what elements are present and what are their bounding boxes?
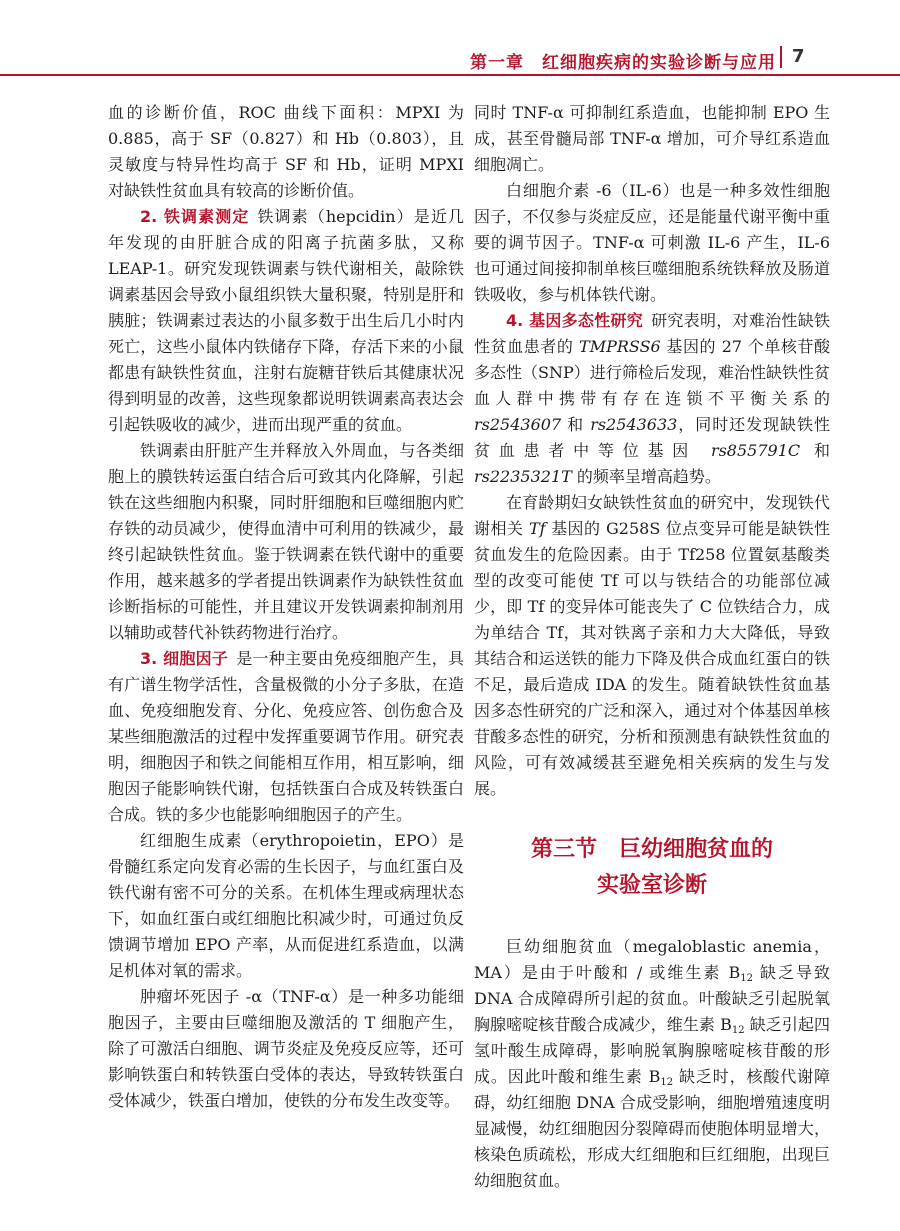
page-header xyxy=(0,40,900,76)
paragraph: 红细胞生成素（erythropoietin，EPO）是骨髓红系定向发育必需的生长因子，与血红蛋白及铁代谢有密不可分的关系。在机体生理或病理状态下，如血红蛋白或红细胞比积减少时，可通过负反馈调节增加 EPO 产率，从而促进红系造血，以满足机体对氧的需求。 xyxy=(108,831,464,980)
header-separator xyxy=(780,46,782,68)
snp-id: rs855791C xyxy=(710,441,801,460)
paragraph-tf-gene: 在育龄期妇女缺铁性贫血的研究中，发现铁代谢相关 Tf 基因的 G258S 位点变异可能是缺铁性贫血发生的危险因素。由于 Tf258 位置氨基酸类型的改变可能使 Tf 可以与铁结合的功能部位减少，即 Tf 的变异体可能丧失了 C 位铁结合力，成为单结合 Tf，其对铁离子亲和力大大降低，导致其结合和运送铁的能力下降及供合成血红蛋白的铁不足，最后造成 IDA 的发生。随着缺铁性贫血基因多态性研究的广泛和深入，通过对个体基因单核苷酸多态性的研究，分析和预测患有缺铁性贫血的风险，可有效减缓甚至避免相关疾病的发生与发展。 xyxy=(474,493,830,798)
paragraph: 血的诊断价值，ROC 曲线下面积：MPXI 为 0.885，高于 SF（0.827）和 Hb（0.803），且灵敏度与特异性均高于 SF 和 Hb，证明 MPXI 对缺铁性贫血具有较高的诊断价值。 xyxy=(108,103,464,200)
paragraph-megaloblastic: 巨幼细胞贫血（megaloblastic anemia，MA）是由于叶酸和 / 或维生素 $B_{12}$ 缺乏导致 DNA 合成障碍所引起的贫血。叶酸缺乏引起脱氧胸腺嘧啶核苷酸合成减少，维生素 $B_{12}$ 缺乏引起四氢叶酸生成障碍，影响脱氧胸腺嘧啶核苷酸的形成。因此叶酸和维生素 $B_{12}$ 缺乏时，核酸代谢障碍，幼红细胞 DNA 合成受影响，细胞增殖速度明显减慢，幼红细胞因分裂障碍而使胞体明显增大，核染色质疏松，形成大红细胞和巨红细胞，出现巨幼细胞贫血。 xyxy=(474,937,830,1190)
paragraph-cytokines xyxy=(108,646,464,828)
right-column xyxy=(474,100,830,1194)
chapter-title: 第一章 红细胞疾病的实验诊断与应用 xyxy=(470,53,776,73)
paragraph: 肿瘤坏死因子 -α（TNF-α）是一种多功能细胞因子，主要由巨噬细胞及激活的 T 细胞产生，除了可激活白细胞、调节炎症及免疫反应等，还可影响铁蛋白和转铁蛋白受体的表达，导致转铁蛋白受体减少，铁蛋白增加，使铁的分布发生改变等。 xyxy=(108,987,464,1110)
snp-id: rs2543633 xyxy=(590,415,678,434)
subsection-heading: 2. 铁调素测定 xyxy=(140,207,250,226)
section-title-line: 实验室诊断 xyxy=(596,873,707,898)
page-number: 7 xyxy=(792,46,805,67)
snp-id: rs2235321T xyxy=(474,467,572,486)
gene-name: Tf xyxy=(528,519,546,538)
paragraph: 同时 TNF-α 可抑制红系造血，也能抑制 EPO 生成，甚至骨髓局部 TNF-α 增加，可介导红系造血细胞凋亡。 xyxy=(474,103,830,174)
paragraph-hepcidin xyxy=(108,204,464,438)
paragraph: 白细胞介素 -6（IL-6）也是一种多效性细胞因子，不仅参与炎症反应，还是能量代谢平衡中重要的调节因子。TNF-α 可刺激 IL-6 产生，IL-6 也可通过间接抑制单核巨噬细胞系统铁释放及肠道铁吸收，参与机体铁代谢。 xyxy=(474,181,830,304)
header-rule xyxy=(0,74,900,76)
subsection-heading: 4. 基因多态性研究 xyxy=(506,311,644,330)
paragraph-gene-polymorphism: 4. 基因多态性研究 研究表明，对难治性缺铁性贫血患者的 TMPRSS6 基因的 27 个单核苷酸多态性（SNP）进行筛检后发现，难治性缺铁性贫血人群中携带有存在连锁不平衡关系的 rs2543607 和 rs2543633，同时还发现缺铁性贫血患者中等位基因 rs855791C 和 rs2235321T 的频率呈增高趋势。 xyxy=(474,311,830,486)
paragraph-text: 铁调素（hepcidin）是近几年发现的由肝脏合成的阳离子抗菌多肽，又称 LEAP-1。研究发现铁调素与铁代谢相关，敲除铁调素基因会导致小鼠组织铁大量积聚，特别是肝和胰脏；铁调素过表达的小鼠多数于出生后几小时内死亡，这些小鼠体内铁储存下降，存活下来的小鼠都患有缺铁性贫血，注射右旋糖苷铁后其健康状况得到明显的改善，这些现象都说明铁调素高表达会引起铁吸收的减少，进而出现严重的贫血。 xyxy=(108,207,464,434)
snp-id: rs2543607 xyxy=(474,415,562,434)
paragraph-text: 是一种主要由免疫细胞产生，具有广谱生物学活性，含量极微的小分子多肽，在造血、免疫细胞发育、分化、免疫应答、创伤愈合及某些细胞激活的过程中发挥重要调节作用。研究表明，细胞因子和铁之间能相互作用，相互影响，细胞因子能影响铁代谢，包括铁蛋白合成及转铁蛋白合成。铁的多少也能影响细胞因子的产生。 xyxy=(108,649,464,824)
left-column xyxy=(108,100,464,1114)
paragraph: 铁调素由肝脏产生并释放入外周血，与各类细胞上的膜铁转运蛋白结合后可致其内化降解，引起铁在这些细胞内积聚，同时肝细胞和巨噬细胞内贮存铁的动员减少，使得血清中可利用的铁减少，最终引起缺铁性贫血。鉴于铁调素在铁代谢中的重要作用，越来越多的学者提出铁调素作为缺铁性贫血诊断指标的可能性，并且建议开发铁调素抑制剂用以辅助或替代补铁药物进行治疗。 xyxy=(108,441,464,642)
section-title xyxy=(474,832,830,904)
gene-name: TMPRSS6 xyxy=(579,337,661,356)
section-title-line: 第三节 巨幼细胞贫血的 xyxy=(530,837,773,862)
subsection-heading: 3. 细胞因子 xyxy=(140,649,229,668)
